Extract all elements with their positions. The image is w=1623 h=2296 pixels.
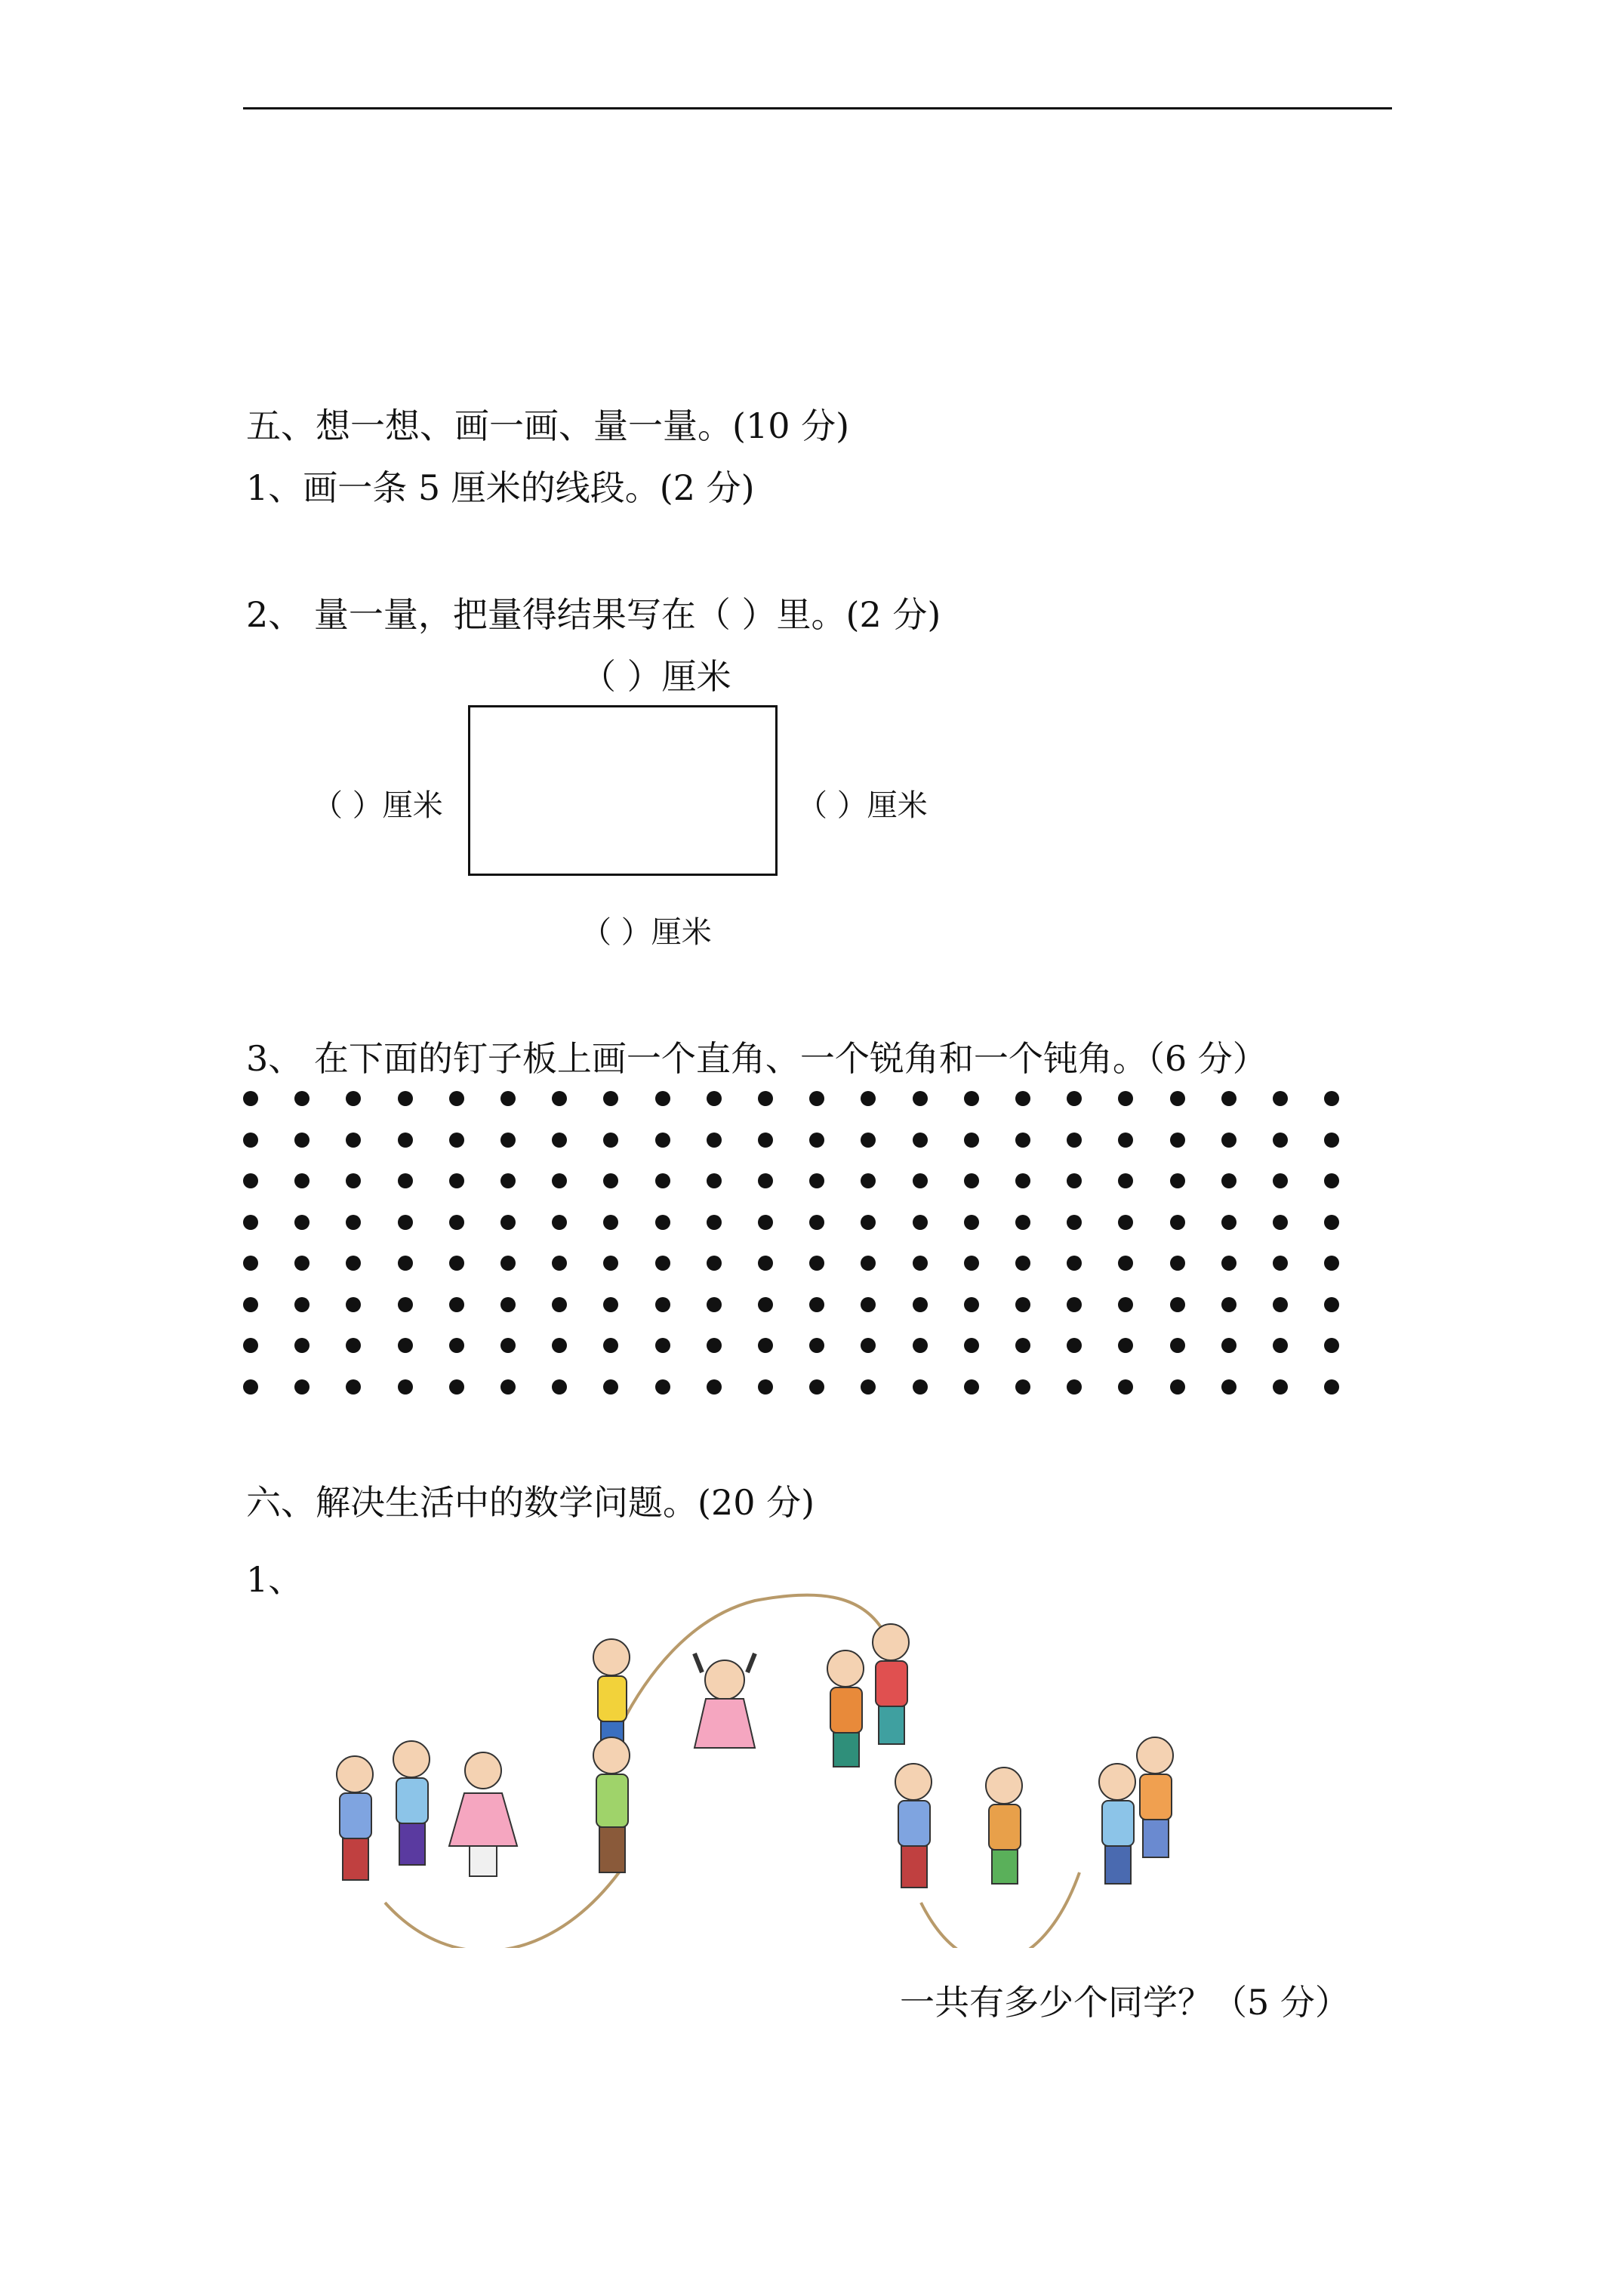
peg-dot — [758, 1091, 773, 1106]
peg-dot — [243, 1091, 258, 1106]
measure-top-blank: （ ）厘米 — [581, 656, 731, 697]
peg-dot — [243, 1379, 258, 1395]
peg-dot — [707, 1091, 722, 1106]
peg-dot — [294, 1379, 310, 1395]
jump-rope-children-illustration — [302, 1586, 1253, 1948]
peg-dot — [294, 1091, 310, 1106]
peg-dot — [1324, 1379, 1339, 1395]
question-5-2: 2、 量一量，把量得结果写在（ ）里。(2 分) — [246, 594, 941, 635]
pegboard — [243, 1091, 1345, 1408]
measure-left-blank: （ ）厘米 — [313, 788, 443, 823]
peg-dot — [1221, 1133, 1236, 1148]
peg-dot — [707, 1133, 722, 1148]
peg-dot — [964, 1091, 979, 1106]
peg-dot — [1324, 1133, 1339, 1148]
peg-dot — [913, 1173, 928, 1188]
peg-dot — [655, 1297, 670, 1312]
peg-dot — [758, 1379, 773, 1395]
peg-dot — [603, 1338, 618, 1353]
peg-dot — [346, 1256, 361, 1271]
peg-dot — [707, 1338, 722, 1353]
peg-dot — [758, 1215, 773, 1230]
peg-dot — [964, 1297, 979, 1312]
peg-dot — [243, 1215, 258, 1230]
peg-dot — [1221, 1173, 1236, 1188]
peg-dot — [1170, 1091, 1185, 1106]
peg-dot — [758, 1256, 773, 1271]
peg-dot — [1015, 1215, 1030, 1230]
peg-dot — [964, 1215, 979, 1230]
peg-dot — [603, 1256, 618, 1271]
peg-dot — [1170, 1133, 1185, 1148]
section-6-heading: 六、解决生活中的数学问题。(20 分) — [246, 1482, 815, 1523]
peg-dot — [1067, 1379, 1082, 1395]
peg-dot — [809, 1338, 824, 1353]
peg-dot — [243, 1173, 258, 1188]
peg-dot — [603, 1379, 618, 1395]
peg-dot — [1015, 1091, 1030, 1106]
peg-dot — [398, 1256, 413, 1271]
peg-dot — [1067, 1215, 1082, 1230]
peg-dot — [1221, 1297, 1236, 1312]
peg-dot — [861, 1215, 876, 1230]
peg-dot — [398, 1091, 413, 1106]
peg-dot — [552, 1379, 567, 1395]
peg-dot — [913, 1091, 928, 1106]
peg-dot — [1273, 1091, 1288, 1106]
peg-dot — [398, 1379, 413, 1395]
peg-dot — [243, 1338, 258, 1353]
peg-dot — [861, 1091, 876, 1106]
peg-dot — [964, 1133, 979, 1148]
peg-dot — [1118, 1338, 1133, 1353]
peg-dot — [346, 1297, 361, 1312]
peg-dot — [1015, 1379, 1030, 1395]
peg-dot — [449, 1133, 464, 1148]
peg-dot — [1324, 1091, 1339, 1106]
peg-dot — [552, 1256, 567, 1271]
peg-dot — [1170, 1256, 1185, 1271]
peg-dot — [346, 1338, 361, 1353]
peg-dot — [809, 1173, 824, 1188]
peg-dot — [500, 1173, 516, 1188]
peg-dot — [1324, 1338, 1339, 1353]
peg-dot — [500, 1338, 516, 1353]
peg-dot — [913, 1133, 928, 1148]
peg-dot — [500, 1091, 516, 1106]
peg-dot — [655, 1091, 670, 1106]
peg-dot — [655, 1215, 670, 1230]
peg-dot — [243, 1297, 258, 1312]
peg-dot — [552, 1091, 567, 1106]
header-rule — [243, 107, 1392, 109]
peg-dot — [398, 1173, 413, 1188]
peg-dot — [1118, 1379, 1133, 1395]
peg-dot — [1067, 1091, 1082, 1106]
peg-dot — [1170, 1297, 1185, 1312]
peg-dot — [294, 1173, 310, 1188]
peg-dot — [603, 1173, 618, 1188]
measure-right-blank: （ ）厘米 — [797, 788, 928, 823]
peg-dot — [861, 1256, 876, 1271]
peg-dot — [1221, 1379, 1236, 1395]
question-5-3: 3、 在下面的钉子板上画一个直角、一个锐角和一个钝角。（6 分） — [246, 1038, 1267, 1079]
peg-dot — [1015, 1256, 1030, 1271]
peg-dot — [1273, 1297, 1288, 1312]
peg-dot — [1118, 1091, 1133, 1106]
peg-dot — [1118, 1297, 1133, 1312]
peg-dot — [655, 1133, 670, 1148]
rectangle-to-measure — [468, 705, 778, 876]
peg-dot — [964, 1379, 979, 1395]
peg-dot — [913, 1215, 928, 1230]
question-5-1: 1、画一条 5 厘米的线段。(2 分) — [246, 467, 755, 508]
peg-dot — [655, 1256, 670, 1271]
peg-dot — [500, 1215, 516, 1230]
peg-dot — [809, 1091, 824, 1106]
peg-dot — [1170, 1173, 1185, 1188]
peg-dot — [758, 1338, 773, 1353]
peg-dot — [861, 1173, 876, 1188]
peg-dot — [346, 1133, 361, 1148]
peg-dot — [1324, 1215, 1339, 1230]
peg-dot — [707, 1173, 722, 1188]
peg-dot — [707, 1256, 722, 1271]
peg-dot — [294, 1297, 310, 1312]
peg-dot — [552, 1133, 567, 1148]
peg-dot — [243, 1133, 258, 1148]
peg-dot — [1118, 1133, 1133, 1148]
peg-dot — [500, 1297, 516, 1312]
peg-dot — [294, 1256, 310, 1271]
measure-bottom-blank: （ ）厘米 — [581, 915, 712, 950]
peg-dot — [1324, 1297, 1339, 1312]
peg-dot — [809, 1215, 824, 1230]
peg-dot — [1273, 1173, 1288, 1188]
peg-dot — [1170, 1379, 1185, 1395]
peg-dot — [294, 1338, 310, 1353]
peg-dot — [603, 1297, 618, 1312]
peg-dot — [1221, 1256, 1236, 1271]
peg-dot — [964, 1173, 979, 1188]
peg-dot — [603, 1133, 618, 1148]
peg-dot — [758, 1297, 773, 1312]
peg-dot — [1118, 1173, 1133, 1188]
question-6-1-number: 1、 — [246, 1559, 303, 1600]
peg-dot — [1273, 1379, 1288, 1395]
peg-dot — [1067, 1338, 1082, 1353]
peg-dot — [861, 1338, 876, 1353]
section-5-heading: 五、想一想、画一画、量一量。(10 分) — [246, 405, 850, 446]
peg-dot — [809, 1297, 824, 1312]
peg-dot — [552, 1297, 567, 1312]
peg-dot — [707, 1215, 722, 1230]
peg-dot — [398, 1338, 413, 1353]
peg-dot — [964, 1338, 979, 1353]
peg-dot — [1067, 1256, 1082, 1271]
peg-dot — [449, 1256, 464, 1271]
peg-dot — [861, 1379, 876, 1395]
peg-dot — [655, 1338, 670, 1353]
peg-dot — [449, 1215, 464, 1230]
peg-dot — [449, 1297, 464, 1312]
peg-dot — [758, 1133, 773, 1148]
peg-dot — [707, 1379, 722, 1395]
peg-dot — [913, 1379, 928, 1395]
peg-dot — [449, 1338, 464, 1353]
peg-dot — [1015, 1133, 1030, 1148]
peg-dot — [913, 1297, 928, 1312]
peg-dot — [1221, 1215, 1236, 1230]
peg-dot — [1118, 1215, 1133, 1230]
peg-dot — [1067, 1173, 1082, 1188]
peg-dot — [655, 1379, 670, 1395]
peg-dot — [913, 1256, 928, 1271]
peg-dot — [758, 1173, 773, 1188]
peg-dot — [809, 1256, 824, 1271]
peg-dot — [346, 1379, 361, 1395]
peg-dot — [1221, 1338, 1236, 1353]
peg-dot — [1273, 1256, 1288, 1271]
peg-dot — [1170, 1338, 1185, 1353]
peg-dot — [861, 1133, 876, 1148]
peg-dot — [707, 1297, 722, 1312]
peg-dot — [294, 1133, 310, 1148]
peg-dot — [500, 1379, 516, 1395]
peg-dot — [1273, 1215, 1288, 1230]
peg-dot — [1170, 1215, 1185, 1230]
peg-dot — [1273, 1133, 1288, 1148]
peg-dot — [809, 1379, 824, 1395]
peg-dot — [552, 1338, 567, 1353]
peg-dot — [552, 1215, 567, 1230]
peg-dot — [655, 1173, 670, 1188]
peg-dot — [1273, 1338, 1288, 1353]
peg-dot — [964, 1256, 979, 1271]
peg-dot — [1118, 1256, 1133, 1271]
peg-dot — [809, 1133, 824, 1148]
peg-dot — [346, 1215, 361, 1230]
question-6-1-text: 一共有多少个同学？（5 分） — [900, 1982, 1350, 2023]
peg-dot — [346, 1091, 361, 1106]
peg-dot — [552, 1173, 567, 1188]
peg-dot — [500, 1133, 516, 1148]
peg-dot — [913, 1338, 928, 1353]
peg-dot — [243, 1256, 258, 1271]
peg-dot — [1324, 1256, 1339, 1271]
peg-dot — [449, 1173, 464, 1188]
peg-dot — [603, 1215, 618, 1230]
peg-dot — [861, 1297, 876, 1312]
peg-dot — [449, 1091, 464, 1106]
peg-dot — [1067, 1133, 1082, 1148]
peg-dot — [449, 1379, 464, 1395]
peg-dot — [603, 1091, 618, 1106]
peg-dot — [1015, 1338, 1030, 1353]
peg-dot — [294, 1215, 310, 1230]
peg-dot — [398, 1215, 413, 1230]
peg-dot — [500, 1256, 516, 1271]
peg-dot — [1067, 1297, 1082, 1312]
peg-dot — [1015, 1297, 1030, 1312]
peg-dot — [1221, 1091, 1236, 1106]
peg-dot — [398, 1133, 413, 1148]
peg-dot — [398, 1297, 413, 1312]
peg-dot — [1015, 1173, 1030, 1188]
peg-dot — [1324, 1173, 1339, 1188]
peg-dot — [346, 1173, 361, 1188]
